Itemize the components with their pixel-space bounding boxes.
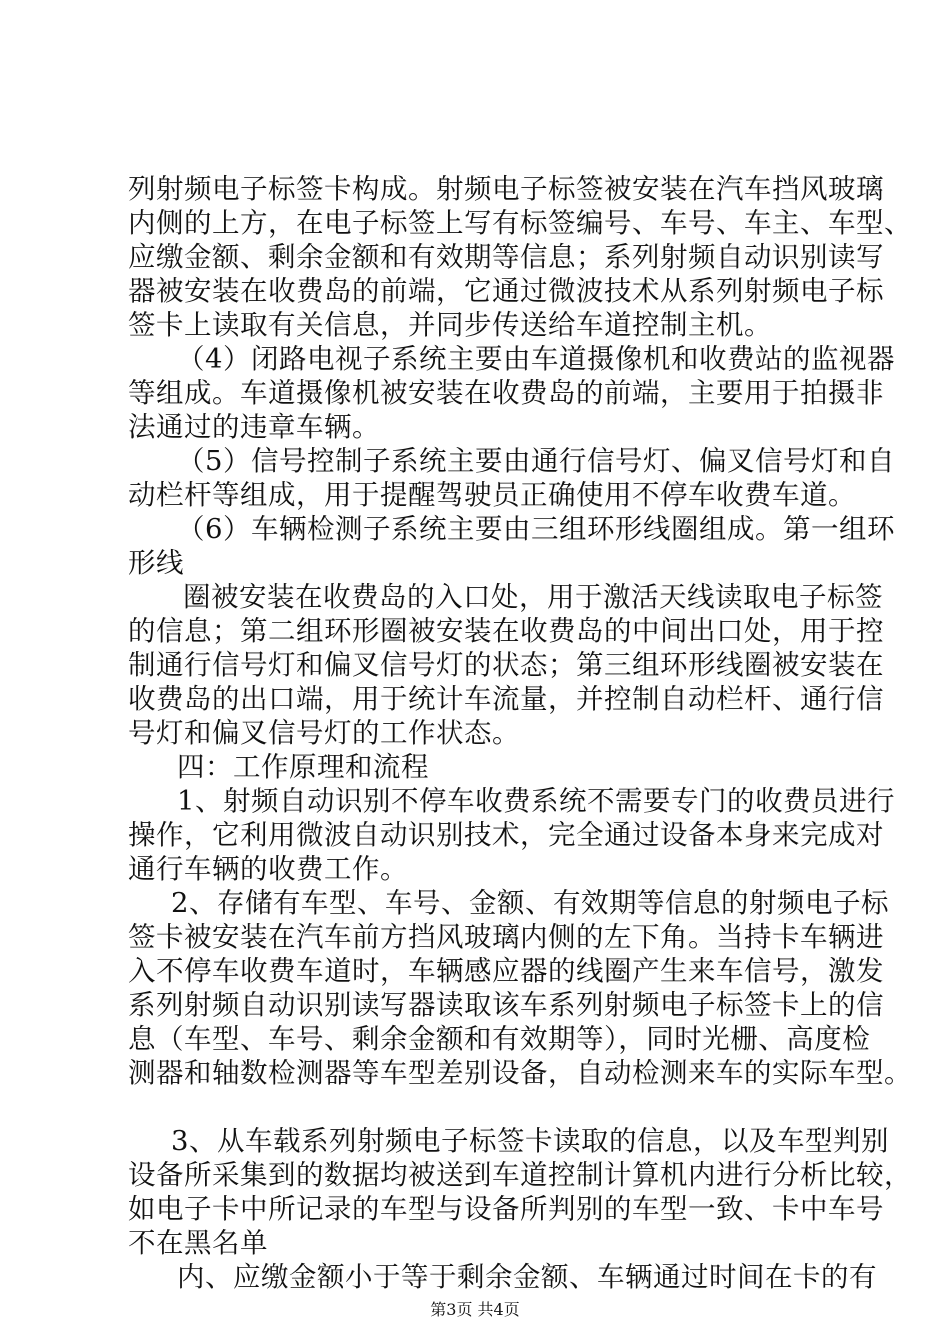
text-line: 签卡上读取有关信息，并同步传送给车道控制主机。 [128,309,772,341]
text-line: 1、射频自动识别不停车收费系统不需要专门的收费员进行 [177,785,895,817]
section-heading: 四：工作原理和流程 [177,751,429,783]
page-number-footer: 第3页 共4页 [430,1300,520,1319]
text-line: 设备所采集到的数据均被送到车道控制计算机内进行分析比较， [128,1159,912,1191]
text-line: （5）信号控制子系统主要由通行信号灯、偏叉信号灯和自 [177,445,895,477]
text-line: 测器和轴数检测器等车型差别设备，自动检测来车的实际车型。 [128,1057,912,1089]
text-line: 形线 [128,547,184,579]
text-line: 息（车型、车号、剩余金额和有效期等），同时光栅、高度检 [128,1023,871,1055]
text-line: 3、从车载系列射频电子标签卡读取的信息，以及车型判别 [171,1125,889,1157]
text-line: 制通行信号灯和偏叉信号灯的状态；第三组环形线圈被安装在 [128,649,884,681]
text-line: 等组成。车道摄像机被安装在收费岛的前端，主要用于拍摄非 [128,377,884,409]
text-line: 器被安装在收费岛的前端，它通过微波技术从系列射频电子标 [128,275,884,307]
text-line: 签卡被安装在汽车前方挡风玻璃内侧的左下角。当持卡车辆进 [128,921,884,953]
text-line: 列射频电子标签卡构成。射频电子标签被安装在汽车挡风玻璃 [128,173,884,205]
text-line: 圈被安装在收费岛的入口处，用于激活天线读取电子标签 [183,581,883,613]
text-line: 动栏杆等组成，用于提醒驾驶员正确使用不停车收费车道。 [128,479,856,511]
text-line: 不在黑名单 [128,1227,268,1259]
text-line: 收费岛的出口端，用于统计车流量，并控制自动栏杆、通行信 [128,683,884,715]
text-line: 内、应缴金额小于等于剩余金额、车辆通过时间在卡的有 [177,1261,877,1293]
text-line: 入不停车收费车道时，车辆感应器的线圈产生来车信号，激发 [128,955,884,987]
text-line: 操作，它利用微波自动识别技术，完全通过设备本身来完成对 [128,819,884,851]
text-line: 2、存储有车型、车号、金额、有效期等信息的射频电子标 [171,887,889,919]
text-line: 通行车辆的收费工作。 [128,853,408,885]
text-line: （4）闭路电视子系统主要由车道摄像机和收费站的监视器 [177,343,895,375]
text-line: 法通过的违章车辆。 [128,411,380,443]
text-line: 号灯和偏叉信号灯的工作状态。 [128,717,520,749]
text-line: 系列射频自动识别读写器读取该车系列射频电子标签卡上的信 [128,989,884,1021]
text-line: 内侧的上方，在电子标签上写有标签编号、车号、车主、车型、 [128,207,912,239]
text-line: 应缴金额、剩余金额和有效期等信息；系列射频自动识别读写 [128,241,884,273]
text-line: （6）车辆检测子系统主要由三组环形线圈组成。第一组环 [177,513,895,545]
text-line: 的信息；第二组环形圈被安装在收费岛的中间出口处，用于控 [128,615,884,647]
text-line: 如电子卡中所记录的车型与设备所判别的车型一致、卡中车号 [128,1193,884,1225]
